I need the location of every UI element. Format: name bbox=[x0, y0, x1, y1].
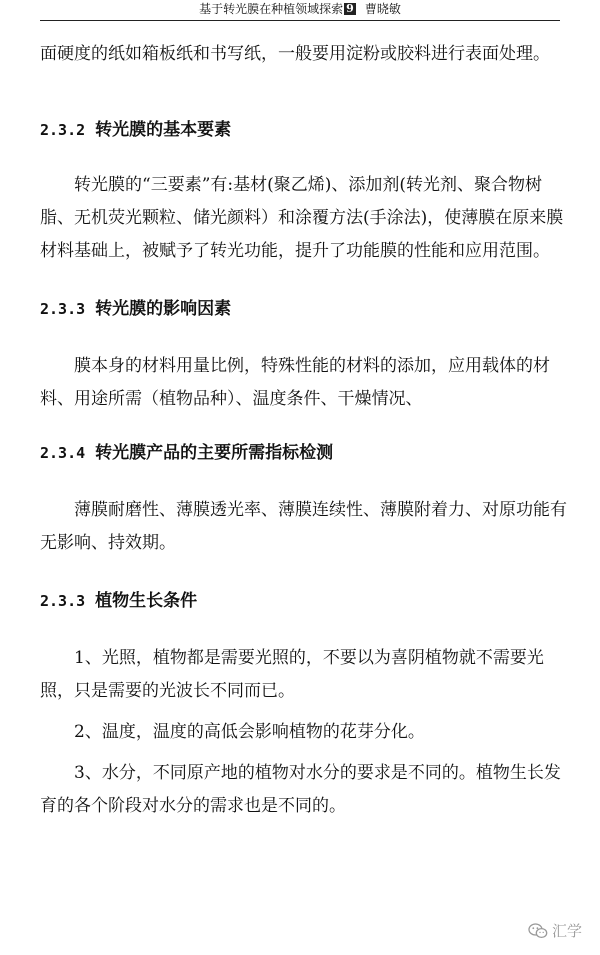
section-heading bbox=[40, 438, 570, 468]
document-body bbox=[40, 28, 570, 823]
header-author: 曹晓敏 bbox=[364, 2, 401, 16]
section-title: 转光膜的影响因素 bbox=[95, 299, 232, 319]
running-title: 基于转光膜在种植领域探索 bbox=[199, 2, 344, 16]
wechat-icon bbox=[528, 923, 548, 939]
page-header bbox=[40, 0, 560, 21]
section-heading bbox=[40, 294, 570, 324]
section-number: 2.3.3 bbox=[40, 300, 86, 318]
section-number: 2.3.4 bbox=[40, 444, 86, 462]
page-number: 9 bbox=[346, 2, 354, 15]
watermark-label: 汇学 bbox=[551, 922, 582, 940]
section-number: 2.3.3 bbox=[40, 592, 86, 610]
section-heading bbox=[40, 115, 570, 145]
list-paragraph: 2、温度，温度的高低会影响植物的花芽分化。 bbox=[74, 722, 425, 742]
paragraph: 薄膜耐磨性、薄膜透光率、薄膜连续性、薄膜附着力、对原功能有无影响、持效期。 bbox=[40, 500, 567, 553]
list-paragraph: 1、光照，植物都是需要光照的，不要以为喜阴植物就不需要光照，只是需要的光波长不同而已。 bbox=[40, 648, 544, 701]
section-number: 2.3.2 bbox=[40, 121, 86, 139]
section-title: 转光膜的基本要素 bbox=[95, 120, 232, 140]
section-title: 转光膜产品的主要所需指标检测 bbox=[95, 443, 334, 463]
intro-line: 面硬度的纸如箱板纸和书写纸，一般要用淀粉或胶料进行表面处理。 bbox=[40, 44, 550, 64]
list-paragraph: 3、水分，不同原产地的植物对水分的要求是不同的。植物生长发育的各个阶段对水分的需求也是不同的。 bbox=[40, 763, 561, 816]
watermark bbox=[528, 920, 582, 941]
paragraph: 转光膜的“三要素”有:基材(聚乙烯)、添加剂(转光剂、聚合物树脂、无机荧光颗粒、储光颜料）和涂覆方法(手涂法)，使薄膜在原来膜材料基础上，被赋予了转光功能，提升了功能膜的性能和应用范围。 bbox=[40, 175, 564, 261]
section-heading bbox=[40, 586, 570, 616]
section-title: 植物生长条件 bbox=[95, 591, 198, 611]
paragraph: 膜本身的材料用量比例，特殊性能的材料的添加，应用载体的材料、用途所需（植物品种）、温度条件、干燥情况、 bbox=[40, 356, 550, 409]
